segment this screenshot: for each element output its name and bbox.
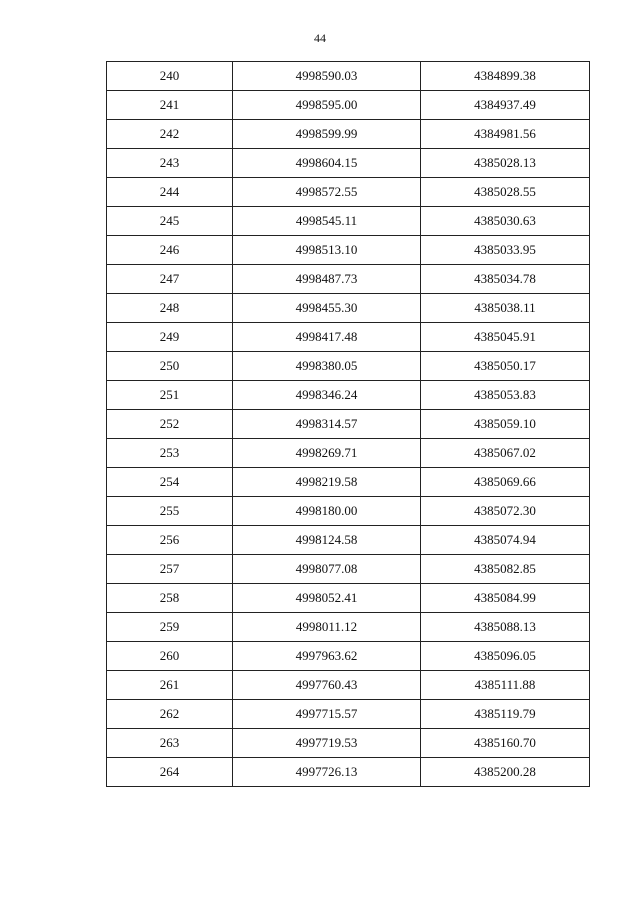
x-coordinate-cell: 4998124.58 (233, 526, 421, 555)
y-coordinate-cell: 4385059.10 (421, 410, 590, 439)
x-coordinate-cell: 4998346.24 (233, 381, 421, 410)
x-coordinate-cell: 4998599.99 (233, 120, 421, 149)
table-row (107, 410, 590, 439)
point-number-cell: 240 (107, 62, 233, 91)
point-number-cell: 253 (107, 439, 233, 468)
point-number-cell: 258 (107, 584, 233, 613)
point-number-cell: 248 (107, 294, 233, 323)
y-coordinate-cell: 4385034.78 (421, 265, 590, 294)
point-number-cell: 257 (107, 555, 233, 584)
table-row (107, 439, 590, 468)
coordinate-table (106, 61, 590, 787)
table-row (107, 178, 590, 207)
point-number-cell: 264 (107, 758, 233, 787)
table-row (107, 613, 590, 642)
y-coordinate-cell: 4385067.02 (421, 439, 590, 468)
point-number-cell: 242 (107, 120, 233, 149)
y-coordinate-cell: 4385030.63 (421, 207, 590, 236)
table-row (107, 468, 590, 497)
table-row (107, 584, 590, 613)
y-coordinate-cell: 4384937.49 (421, 91, 590, 120)
table-row (107, 758, 590, 787)
x-coordinate-cell: 4998314.57 (233, 410, 421, 439)
x-coordinate-cell: 4998455.30 (233, 294, 421, 323)
x-coordinate-cell: 4998417.48 (233, 323, 421, 352)
y-coordinate-cell: 4385069.66 (421, 468, 590, 497)
table-row (107, 91, 590, 120)
point-number-cell: 256 (107, 526, 233, 555)
x-coordinate-cell: 4998487.73 (233, 265, 421, 294)
point-number-cell: 252 (107, 410, 233, 439)
table-row (107, 729, 590, 758)
y-coordinate-cell: 4385050.17 (421, 352, 590, 381)
x-coordinate-cell: 4997719.53 (233, 729, 421, 758)
x-coordinate-cell: 4997963.62 (233, 642, 421, 671)
point-number-cell: 245 (107, 207, 233, 236)
table-row (107, 323, 590, 352)
table-row (107, 671, 590, 700)
y-coordinate-cell: 4385038.11 (421, 294, 590, 323)
table-row (107, 352, 590, 381)
point-number-cell: 251 (107, 381, 233, 410)
point-number-cell: 263 (107, 729, 233, 758)
x-coordinate-cell: 4998604.15 (233, 149, 421, 178)
y-coordinate-cell: 4384899.38 (421, 62, 590, 91)
x-coordinate-cell: 4998590.03 (233, 62, 421, 91)
x-coordinate-cell: 4998380.05 (233, 352, 421, 381)
point-number-cell: 241 (107, 91, 233, 120)
y-coordinate-cell: 4385045.91 (421, 323, 590, 352)
table-row (107, 149, 590, 178)
table-row (107, 236, 590, 265)
table-row (107, 555, 590, 584)
point-number-cell: 246 (107, 236, 233, 265)
point-number-cell: 254 (107, 468, 233, 497)
x-coordinate-cell: 4998219.58 (233, 468, 421, 497)
point-number-cell: 261 (107, 671, 233, 700)
x-coordinate-cell: 4997715.57 (233, 700, 421, 729)
y-coordinate-cell: 4385028.55 (421, 178, 590, 207)
y-coordinate-cell: 4385119.79 (421, 700, 590, 729)
table-row (107, 207, 590, 236)
table-row (107, 120, 590, 149)
x-coordinate-cell: 4997726.13 (233, 758, 421, 787)
y-coordinate-cell: 4385096.05 (421, 642, 590, 671)
y-coordinate-cell: 4385160.70 (421, 729, 590, 758)
x-coordinate-cell: 4998077.08 (233, 555, 421, 584)
point-number-cell: 247 (107, 265, 233, 294)
table-row (107, 62, 590, 91)
table-row (107, 294, 590, 323)
point-number-cell: 244 (107, 178, 233, 207)
x-coordinate-cell: 4998513.10 (233, 236, 421, 265)
y-coordinate-cell: 4385082.85 (421, 555, 590, 584)
y-coordinate-cell: 4385053.83 (421, 381, 590, 410)
y-coordinate-cell: 4385028.13 (421, 149, 590, 178)
table-row (107, 700, 590, 729)
point-number-cell: 262 (107, 700, 233, 729)
table-row (107, 497, 590, 526)
point-number-cell: 255 (107, 497, 233, 526)
x-coordinate-cell: 4998545.11 (233, 207, 421, 236)
table-row (107, 381, 590, 410)
x-coordinate-cell: 4998011.12 (233, 613, 421, 642)
table-row (107, 526, 590, 555)
y-coordinate-cell: 4385033.95 (421, 236, 590, 265)
y-coordinate-cell: 4385084.99 (421, 584, 590, 613)
x-coordinate-cell: 4998269.71 (233, 439, 421, 468)
y-coordinate-cell: 4384981.56 (421, 120, 590, 149)
page-number: 44 (314, 31, 326, 45)
y-coordinate-cell: 4385088.13 (421, 613, 590, 642)
point-number-cell: 243 (107, 149, 233, 178)
x-coordinate-cell: 4998180.00 (233, 497, 421, 526)
x-coordinate-cell: 4998572.55 (233, 178, 421, 207)
point-number-cell: 259 (107, 613, 233, 642)
x-coordinate-cell: 4997760.43 (233, 671, 421, 700)
point-number-cell: 249 (107, 323, 233, 352)
x-coordinate-cell: 4998052.41 (233, 584, 421, 613)
point-number-cell: 250 (107, 352, 233, 381)
y-coordinate-cell: 4385072.30 (421, 497, 590, 526)
y-coordinate-cell: 4385200.28 (421, 758, 590, 787)
y-coordinate-cell: 4385074.94 (421, 526, 590, 555)
y-coordinate-cell: 4385111.88 (421, 671, 590, 700)
x-coordinate-cell: 4998595.00 (233, 91, 421, 120)
point-number-cell: 260 (107, 642, 233, 671)
table-row (107, 642, 590, 671)
table-row (107, 265, 590, 294)
table-body (107, 62, 590, 787)
